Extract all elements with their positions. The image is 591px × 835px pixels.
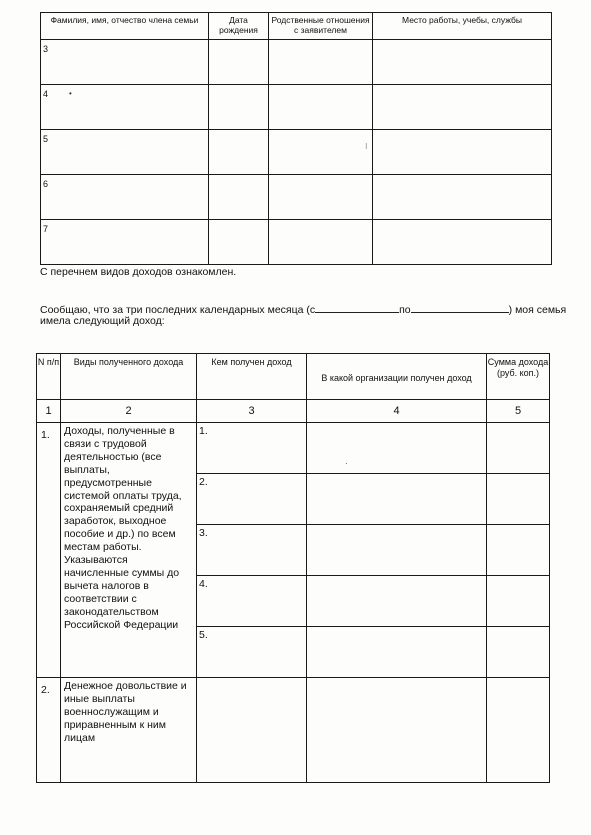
column-number: 2 (61, 400, 197, 423)
income-sub-item[interactable]: 4. (197, 576, 307, 627)
family-table-header-row (41, 13, 552, 40)
column-number: 1 (37, 400, 61, 423)
income-sub-item[interactable]: 3. (197, 525, 307, 576)
amount-cell[interactable] (487, 627, 550, 678)
report-text-mid: по (399, 304, 411, 316)
organization-cell[interactable] (307, 525, 487, 576)
workplace-cell[interactable] (373, 40, 552, 85)
scan-speck: ⁝ (365, 142, 368, 151)
header-income-type: Виды полученного дохода (61, 354, 197, 400)
amount-cell[interactable] (487, 678, 550, 783)
header-relationship: Родственные отношения с заявителем (269, 13, 373, 40)
relationship-cell[interactable] (269, 220, 373, 265)
scan-speck: • (69, 89, 72, 98)
amount-cell[interactable] (487, 576, 550, 627)
workplace-cell[interactable] (373, 85, 552, 130)
income-sub-item[interactable]: 1. (197, 423, 307, 474)
workplace-cell[interactable] (373, 130, 552, 175)
amount-cell[interactable] (487, 423, 550, 474)
header-birth-date: Дата рождения (209, 13, 269, 40)
family-row (41, 220, 552, 265)
period-start-field[interactable] (315, 302, 399, 313)
report-statement-line2: имела следующий доход: (40, 315, 165, 327)
column-number: 4 (307, 400, 487, 423)
organization-cell[interactable] (307, 474, 487, 525)
organization-cell[interactable] (307, 576, 487, 627)
relationship-cell[interactable] (269, 130, 373, 175)
scan-speck: · (345, 459, 348, 468)
family-row (41, 175, 552, 220)
income-table-header-row (37, 354, 550, 400)
income-table (36, 353, 550, 783)
organization-cell[interactable] (307, 423, 487, 474)
income-sub-item[interactable]: 5. (197, 627, 307, 678)
income-sub-item[interactable]: 2. (197, 474, 307, 525)
amount-cell[interactable] (487, 474, 550, 525)
birth-date-cell[interactable] (209, 130, 269, 175)
header-full-name: Фамилия, имя, отчество члена семьи (41, 13, 209, 40)
relationship-cell[interactable] (269, 175, 373, 220)
family-row-number: 7 (41, 220, 209, 265)
period-end-field[interactable] (411, 302, 509, 313)
relationship-cell[interactable] (269, 85, 373, 130)
header-row-number: N п/п (37, 354, 61, 400)
report-text-start: Сообщаю, что за три последних календарных месяца (с (40, 304, 316, 316)
income-type-description: Доходы, полученные в связи с трудовой деятельностью (все выплаты, предусмотренные системой оплаты труда, сохраняемый средний заработок, выходное пособие и др.) по всем местам работы. Указываются начисленные суммы до вычета налогов в соответствии с законодательством Российской Федерации (61, 423, 197, 678)
family-row (41, 85, 552, 130)
workplace-cell[interactable] (373, 220, 552, 265)
column-number-row (37, 400, 550, 423)
family-row (41, 130, 552, 175)
family-members-table (40, 12, 552, 265)
workplace-cell[interactable] (373, 175, 552, 220)
birth-date-cell[interactable] (209, 40, 269, 85)
income-row-number: 2. (37, 678, 61, 783)
relationship-cell[interactable] (269, 40, 373, 85)
header-workplace: Место работы, учебы, службы (373, 13, 552, 40)
header-income-amount: Сумма дохода (руб. коп.) (487, 354, 550, 400)
amount-cell[interactable] (487, 525, 550, 576)
birth-date-cell[interactable] (209, 220, 269, 265)
income-type-description: Денежное довольствие и иные выплаты военнослужащим и приравненным к ним лицам (61, 678, 197, 783)
column-number: 3 (197, 400, 307, 423)
organization-cell[interactable] (307, 678, 487, 783)
family-row (41, 40, 552, 85)
acknowledgement-text: С перечнем видов доходов ознакомлен. (40, 266, 237, 278)
family-row-number: 5 (41, 130, 209, 175)
income-row (37, 423, 550, 474)
organization-cell[interactable] (307, 627, 487, 678)
family-row-number: 3 (41, 40, 209, 85)
birth-date-cell[interactable] (209, 85, 269, 130)
header-income-recipient: Кем получен доход (197, 354, 307, 400)
column-number: 5 (487, 400, 550, 423)
family-row-number: 6 (41, 175, 209, 220)
birth-date-cell[interactable] (209, 175, 269, 220)
income-recipient-cell[interactable] (197, 678, 307, 783)
report-text-end: ) моя семья (508, 304, 567, 316)
header-organization: В какой организации получен доход (307, 354, 487, 400)
income-row-number: 1. (37, 423, 61, 678)
family-row-number: 4 (41, 85, 209, 130)
income-row (37, 678, 550, 783)
